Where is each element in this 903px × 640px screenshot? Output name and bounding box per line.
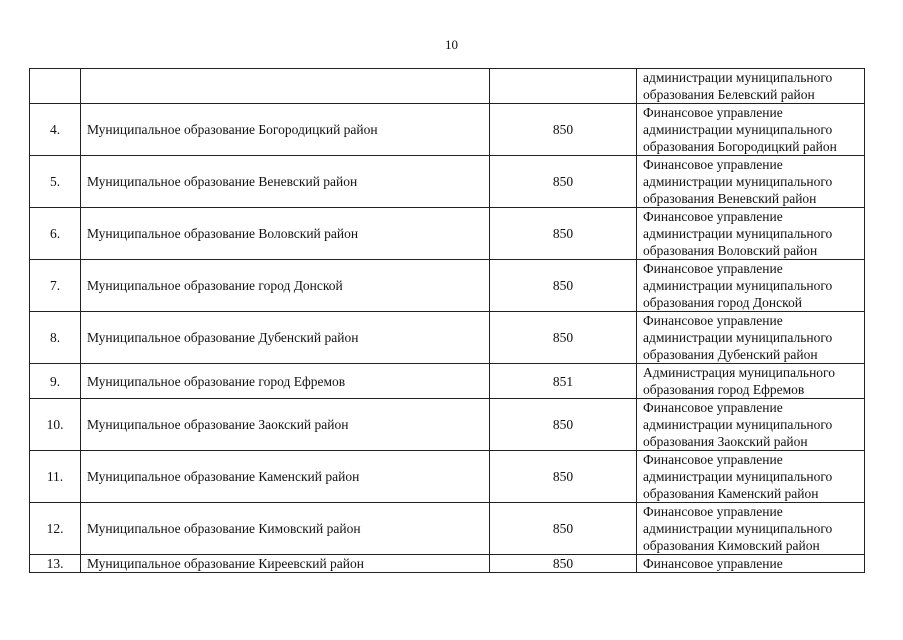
row-number: [30, 69, 81, 104]
budget-code: 851: [490, 364, 637, 399]
administrator-name: Финансовое управление администрации муниципального образования Кимовский район: [637, 503, 865, 555]
administrator-name: Финансовое управление администрации муниципального образования Воловский район: [637, 208, 865, 260]
row-number: 9.: [30, 364, 81, 399]
municipality-name: Муниципальное образование Киреевский район: [81, 555, 490, 573]
budget-code: 850: [490, 503, 637, 555]
row-number: 5.: [30, 156, 81, 208]
municipality-name: Муниципальное образование Воловский район: [81, 208, 490, 260]
table-row: [30, 503, 865, 555]
row-number: 10.: [30, 399, 81, 451]
table-row: [30, 69, 865, 104]
municipality-name: Муниципальное образование город Донской: [81, 260, 490, 312]
row-number: 6.: [30, 208, 81, 260]
table-row: [30, 399, 865, 451]
table-row: [30, 364, 865, 399]
budget-code: 850: [490, 104, 637, 156]
row-number: 11.: [30, 451, 81, 503]
table-row: [30, 312, 865, 364]
budget-code: [490, 69, 637, 104]
row-number: 4.: [30, 104, 81, 156]
budget-code: 850: [490, 555, 637, 573]
municipality-name: Муниципальное образование Веневский район: [81, 156, 490, 208]
municipality-name: Муниципальное образование Заокский район: [81, 399, 490, 451]
administrator-name: Финансовое управление администрации муниципального образования Каменский район: [637, 451, 865, 503]
table-row: [30, 156, 865, 208]
administrator-name: Администрация муниципального образования город Ефремов: [637, 364, 865, 399]
administrator-name: Финансовое управление администрации муниципального образования Веневский район: [637, 156, 865, 208]
table-row: [30, 555, 865, 573]
row-number: 8.: [30, 312, 81, 364]
municipality-name: Муниципальное образование Каменский район: [81, 451, 490, 503]
table-row: [30, 208, 865, 260]
row-number: 12.: [30, 503, 81, 555]
municipality-name: [81, 69, 490, 104]
municipality-table: [29, 68, 865, 573]
budget-code: 850: [490, 399, 637, 451]
administrator-name: Финансовое управление администрации муниципального образования Заокский район: [637, 399, 865, 451]
page-number: 10: [445, 37, 458, 52]
administrator-name: администрации муниципального образования Белевский район: [637, 69, 865, 104]
budget-code: 850: [490, 156, 637, 208]
administrator-name: Финансовое управление администрации муниципального образования Дубенский район: [637, 312, 865, 364]
budget-code: 850: [490, 208, 637, 260]
municipality-name: Муниципальное образование Дубенский район: [81, 312, 490, 364]
row-number: 7.: [30, 260, 81, 312]
administrator-name: Финансовое управление администрации муниципального образования город Донской: [637, 260, 865, 312]
administrator-name: Финансовое управление: [637, 555, 865, 573]
administrator-name: Финансовое управление администрации муниципального образования Богородицкий район: [637, 104, 865, 156]
row-number: 13.: [30, 555, 81, 573]
table-row: [30, 260, 865, 312]
budget-code: 850: [490, 312, 637, 364]
municipality-name: Муниципальное образование Богородицкий район: [81, 104, 490, 156]
municipality-name: Муниципальное образование Кимовский район: [81, 503, 490, 555]
table-row: [30, 451, 865, 503]
municipality-name: Муниципальное образование город Ефремов: [81, 364, 490, 399]
table-row: [30, 104, 865, 156]
budget-code: 850: [490, 260, 637, 312]
budget-code: 850: [490, 451, 637, 503]
